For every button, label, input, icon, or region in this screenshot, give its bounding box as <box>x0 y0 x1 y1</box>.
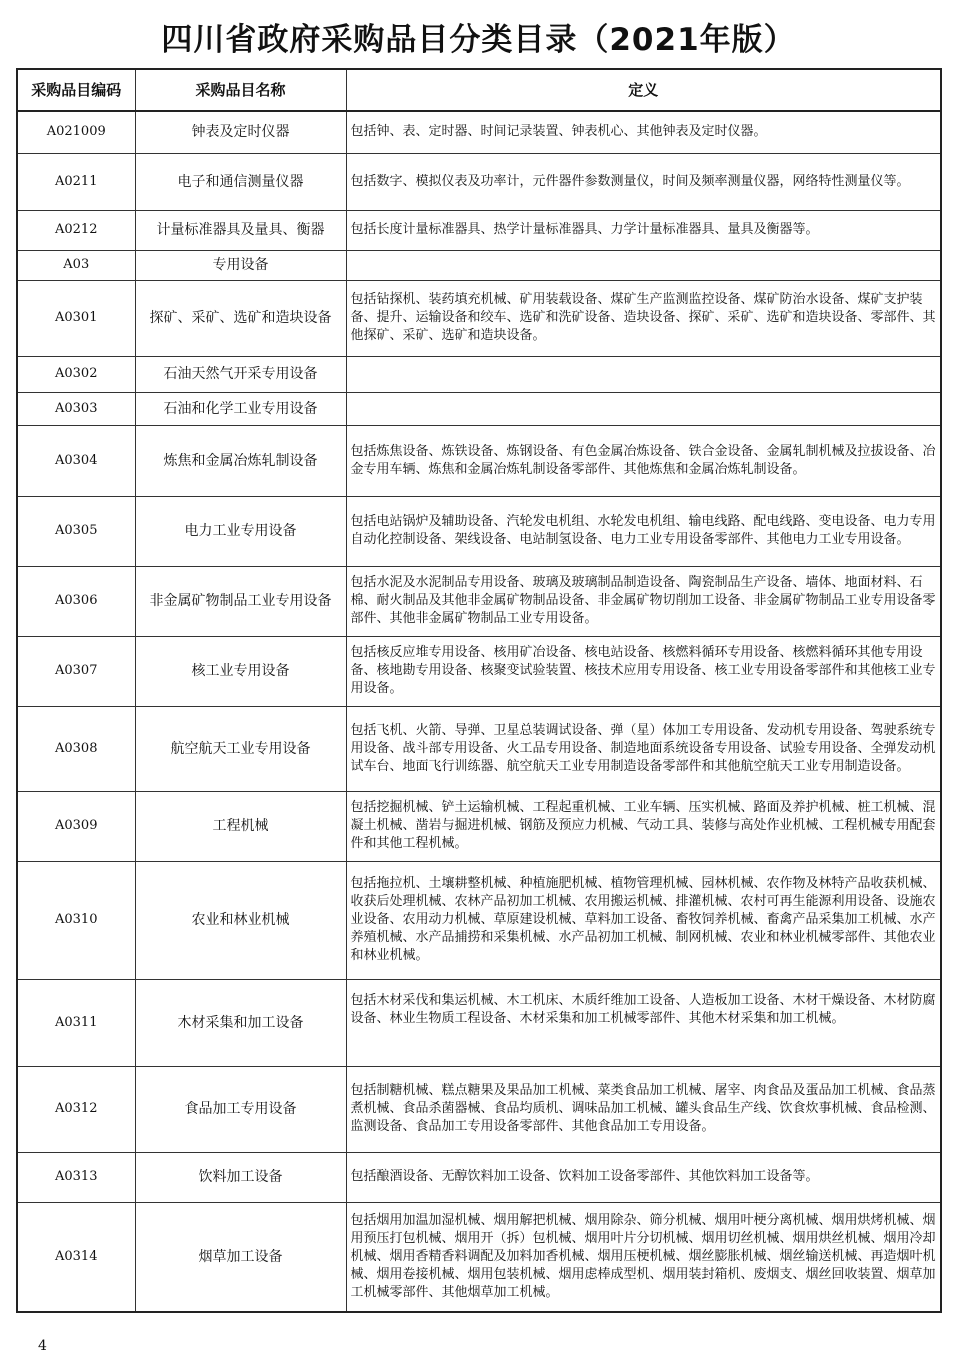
row-name: 探矿、采矿、选矿和造块设备 <box>135 280 346 356</box>
table-row <box>17 392 941 425</box>
row-definition <box>346 356 941 392</box>
row-definition: 包括核反应堆专用设备、核用矿冶设备、核电站设备、核燃料循环专用设备、核燃料循环其他专用设备、核地勘专用设备、核聚变试验装置、核技术应用专用设备、核工业专用设备零部件和其他核工业专用设备。 <box>346 636 941 706</box>
row-definition: 包括炼焦设备、炼铁设备、炼钢设备、有色金属冶炼设备、铁合金设备、金属轧制机械及拉拔设备、冶金专用车辆、炼焦和金属冶炼轧制设备零部件、其他炼焦和金属冶炼轧制设备。 <box>346 425 941 496</box>
header-name: 采购品目名称 <box>135 69 346 111</box>
table-row <box>17 210 941 250</box>
table-row <box>17 250 941 280</box>
header-code: 采购品目编码 <box>17 69 135 111</box>
row-code: A0304 <box>17 425 135 496</box>
row-code: A0314 <box>17 1202 135 1312</box>
row-name: 钟表及定时仪器 <box>135 111 346 153</box>
row-code: A0310 <box>17 861 135 979</box>
row-definition: 包括酿酒设备、无醇饮料加工设备、饮料加工设备零部件、其他饮料加工设备等。 <box>346 1152 941 1202</box>
header-definition: 定义 <box>346 69 941 111</box>
row-name: 木材采集和加工设备 <box>135 979 346 1066</box>
row-definition: 包括钟、表、定时器、时间记录装置、钟表机心、其他钟表及定时仪器。 <box>346 111 941 153</box>
row-name: 饮料加工设备 <box>135 1152 346 1202</box>
row-definition: 包括长度计量标准器具、热学计量标准器具、力学计量标准器具、量具及衡器等。 <box>346 210 941 250</box>
row-name: 食品加工专用设备 <box>135 1066 346 1152</box>
row-name: 航空航天工业专用设备 <box>135 706 346 791</box>
table-row <box>17 791 941 861</box>
row-name: 石油和化学工业专用设备 <box>135 392 346 425</box>
row-definition: 包括水泥及水泥制品专用设备、玻璃及玻璃制品制造设备、陶瓷制品生产设备、墙体、地面材料、石棉、耐火制品及其他非金属矿物制品设备、非金属矿物切削加工设备、非金属矿物制品工业专用设备零部件、其他非金属矿物制品工业专用设备。 <box>346 566 941 636</box>
table-row <box>17 496 941 566</box>
row-name: 烟草加工设备 <box>135 1202 346 1312</box>
row-name: 炼焦和金属冶炼轧制设备 <box>135 425 346 496</box>
table-header-row <box>17 69 941 111</box>
catalog-table <box>16 68 942 1313</box>
row-code: A0212 <box>17 210 135 250</box>
table-row <box>17 111 941 153</box>
row-name: 非金属矿物制品工业专用设备 <box>135 566 346 636</box>
table-row <box>17 1066 941 1152</box>
row-code: A0305 <box>17 496 135 566</box>
row-definition: 包括木材采伐和集运机械、木工机床、木质纤维加工设备、人造板加工设备、木材干燥设备、木材防腐设备、林业生物质工程设备、木材采集和加工机械零部件、其他木材采集和加工机械。 <box>346 979 941 1066</box>
row-definition: 包括飞机、火箭、导弹、卫星总装调试设备、弹（星）体加工专用设备、发动机专用设备、驾驶系统专用设备、战斗部专用设备、火工品专用设备、制造地面系统设备专用设备、试验专用设备、全弹发动机试车台、地面飞行训练器、航空航天工业专用制造设备零部件和其他航空航天工业专用制造设备。 <box>346 706 941 791</box>
row-code: A0301 <box>17 280 135 356</box>
row-code: A0312 <box>17 1066 135 1152</box>
page-title: 四川省政府采购品目分类目录（2021年版） <box>161 22 796 58</box>
row-code: A0306 <box>17 566 135 636</box>
table-row <box>17 280 941 356</box>
row-code: A0307 <box>17 636 135 706</box>
row-name: 专用设备 <box>135 250 346 280</box>
table-row <box>17 1152 941 1202</box>
row-code: A0313 <box>17 1152 135 1202</box>
table-row <box>17 425 941 496</box>
row-definition: 包括挖掘机械、铲土运输机械、工程起重机械、工业车辆、压实机械、路面及养护机械、桩工机械、混凝土机械、凿岩与掘进机械、钢筋及预应力机械、气动工具、装修与高处作业机械、工程机械专用配套件和其他工程机械。 <box>346 791 941 861</box>
row-definition: 包括数字、模拟仪表及功率计，元件器件参数测量仪，时间及频率测量仪器，网络特性测量仪等。 <box>346 153 941 210</box>
row-definition <box>346 250 941 280</box>
row-name: 核工业专用设备 <box>135 636 346 706</box>
row-code: A0311 <box>17 979 135 1066</box>
row-name: 计量标准器具及量具、衡器 <box>135 210 346 250</box>
row-code: A03 <box>17 250 135 280</box>
row-name: 电子和通信测量仪器 <box>135 153 346 210</box>
table-row <box>17 356 941 392</box>
row-code: A0211 <box>17 153 135 210</box>
row-code: A0303 <box>17 392 135 425</box>
table-row <box>17 979 941 1066</box>
row-definition <box>346 392 941 425</box>
page-number: 4 <box>38 1338 47 1354</box>
row-name: 电力工业专用设备 <box>135 496 346 566</box>
row-definition: 包括电站锅炉及辅助设备、汽轮发电机组、水轮发电机组、输电线路、配电线路、变电设备、电力专用自动化控制设备、架线设备、电站制氢设备、电力工业专用设备零部件、其他电力工业专用设备。 <box>346 496 941 566</box>
table-row <box>17 566 941 636</box>
table-row <box>17 153 941 210</box>
row-code: A0308 <box>17 706 135 791</box>
table-row <box>17 706 941 791</box>
table-row <box>17 636 941 706</box>
table-row <box>17 1202 941 1312</box>
row-code: A0302 <box>17 356 135 392</box>
row-definition: 包括拖拉机、土壤耕整机械、种植施肥机械、植物管理机械、园林机械、农作物及林特产品收获机械、收获后处理机械、农林产品初加工机械、农用搬运机械、排灌机械、农村可再生能源利用设备、设施农业设备、农用动力机械、草原建设机械、草料加工设备、畜牧饲养机械、畜禽产品采集加工机械、水产养殖机械、水产品捕捞和采集机械、水产品初加工机械、制网机械、农业和林业机械零部件、其他农业和林业机械。 <box>346 861 941 979</box>
row-name: 工程机械 <box>135 791 346 861</box>
row-code: A021009 <box>17 111 135 153</box>
row-code: A0309 <box>17 791 135 861</box>
row-name: 石油天然气开采专用设备 <box>135 356 346 392</box>
row-definition: 包括制糖机械、糕点糖果及果品加工机械、菜类食品加工机械、屠宰、肉食品及蛋品加工机械、食品蒸煮机械、食品杀菌器械、食品均质机、调味品加工机械、罐头食品生产线、饮食炊事机械、食品检测、监测设备、食品加工专用设备零部件、其他食品加工专用设备。 <box>346 1066 941 1152</box>
table-row <box>17 861 941 979</box>
row-definition: 包括烟用加温加湿机械、烟用解把机械、烟用除杂、筛分机械、烟用叶梗分离机械、烟用烘烤机械、烟用预压打包机械、烟用开（拆）包机械、烟用叶片分切机械、烟用切丝机械、烟用烘丝机械、烟用冷却机械、烟用香精香料调配及加料加香机械、烟用压梗机械、烟丝膨胀机械、烟丝输送机械、再造烟叶机械、烟用卷接机械、烟用包装机械、烟用虑棒成型机、烟用装封箱机、废烟支、烟丝回收装置、烟草加工机械零部件、其他烟草加工机械。 <box>346 1202 941 1312</box>
row-definition: 包括钻探机、装药填充机械、矿用装载设备、煤矿生产监测监控设备、煤矿防治水设备、煤矿支护装备、提升、运输设备和绞车、选矿和洗矿设备、造块设备、探矿、采矿、选矿和造块设备、零部件、其他探矿、采矿、选矿和造块设备。 <box>346 280 941 356</box>
row-name: 农业和林业机械 <box>135 861 346 979</box>
